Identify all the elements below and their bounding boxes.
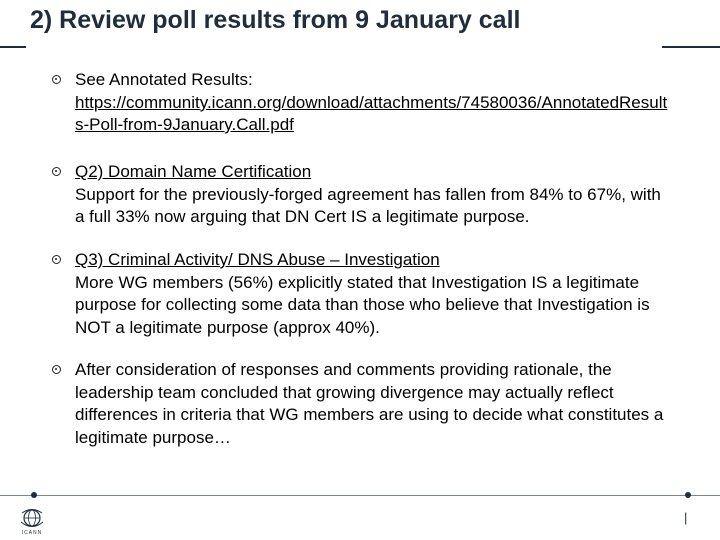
- logo-text: ICANN: [21, 530, 43, 536]
- bullet-heading: Q2) Domain Name Certification: [75, 162, 312, 181]
- title-rule-right: [662, 46, 720, 48]
- bullet-lead: See Annotated Results:: [75, 70, 253, 89]
- annotated-results-link[interactable]: https://community.icann.org/download/attachments/74580036/AnnotatedResults-Poll-from-9January.Call.pdf: [75, 92, 668, 134]
- page-number: |: [684, 510, 688, 525]
- bullet-q3: [52, 249, 672, 339]
- bullet-text: After consideration of responses and comments providing rationale, the leadership team concluded that growing divergence may actually reflect differences in criteria that WG members are using to decide what constitutes a legitimate purpose…: [75, 360, 664, 447]
- bullet-icon: [52, 167, 61, 176]
- bullet-annotated-results: [52, 69, 672, 137]
- page-title: 2) Review poll results from 9 January call: [30, 6, 521, 34]
- footer-dot-left: [31, 492, 37, 498]
- bullet-text: More WG members (56%) explicitly stated that Investigation IS a legitimate purpose for collecting some data than those who believe that Investigation is NOT a legitimate purpose (approx 40%).: [75, 272, 650, 337]
- footer-rule: [0, 495, 720, 496]
- footer-dot-right: [685, 492, 691, 498]
- title-rule-left: [0, 46, 26, 48]
- bullet-icon: [52, 365, 61, 374]
- bullet-conclusion: [52, 359, 672, 449]
- bullet-text: Support for the previously-forged agreement has fallen from 84% to 67%, with a full 33% now arguing that DN Cert IS a legitimate purpose.: [75, 184, 661, 226]
- bullet-q2: [52, 161, 672, 229]
- bullet-icon: [52, 75, 61, 84]
- bullet-icon: [52, 255, 61, 264]
- bullet-heading: Q3) Criminal Activity/ DNS Abuse – Investigation: [75, 250, 440, 269]
